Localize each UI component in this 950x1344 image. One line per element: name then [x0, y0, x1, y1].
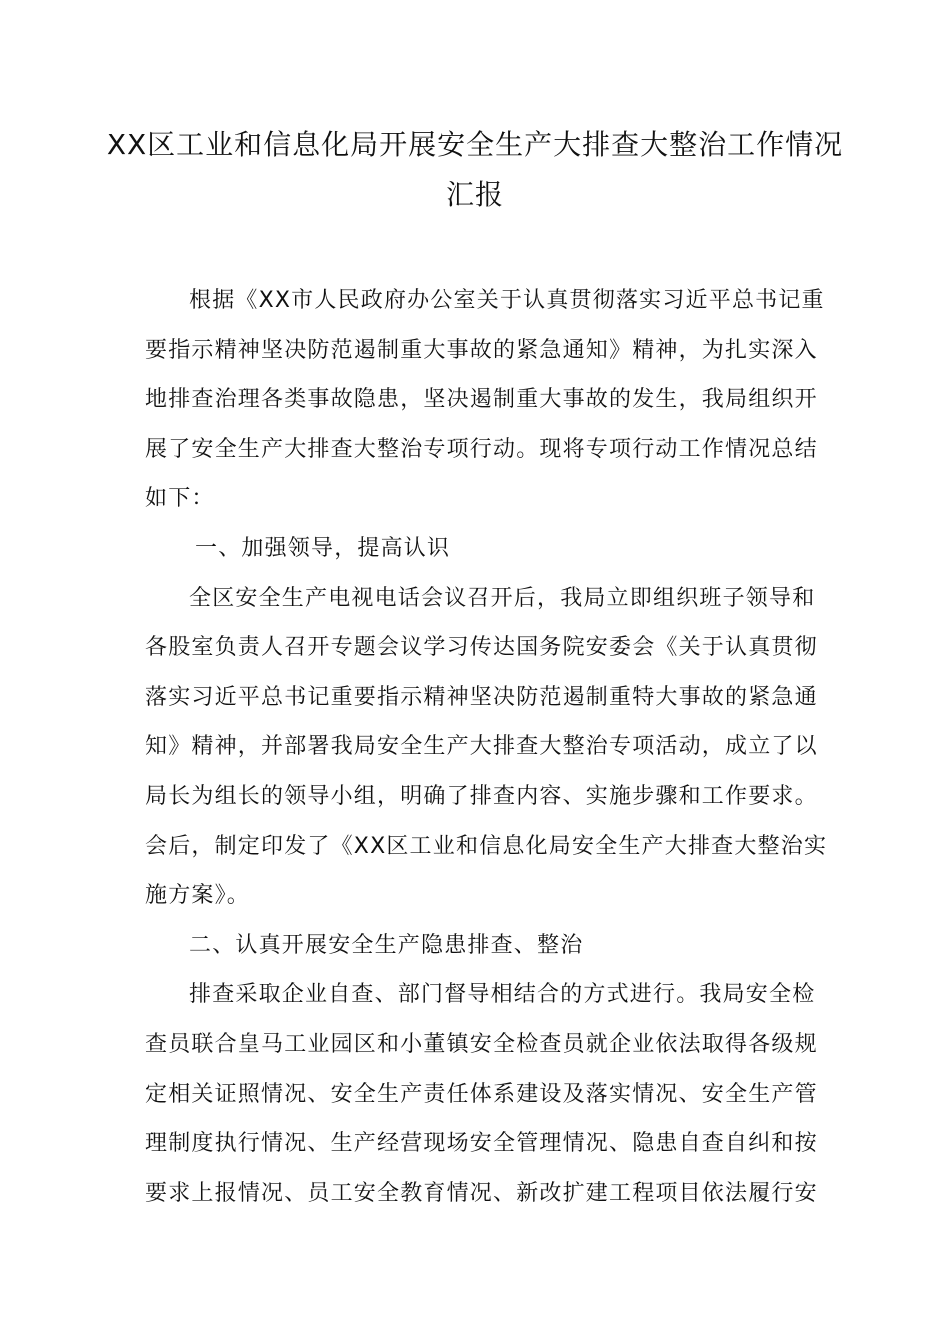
paragraph-line: 要求上报情况、员工安全教育情况、新改扩建工程项目依法履行安 — [145, 1180, 818, 1206]
paragraph-line: 要指示精神坚决防范遏制重大事故的紧急通知》精神，为扎实深入 — [145, 337, 818, 363]
paragraph-line: 根据《XX市人民政府办公室关于认真贯彻落实习近平总书记重 — [189, 288, 825, 313]
section-heading-1: 一、加强领导，提高认识 — [195, 535, 451, 561]
document-body — [145, 276, 828, 1218]
paragraph-line: 局长为组长的领导小组，明确了排查内容、实施步骤和工作要求。 — [145, 783, 818, 809]
paragraph-line: 落实习近平总书记重要指示精神坚决防范遏制重特大事故的紧急通 — [145, 684, 818, 710]
paragraph-line: 施方案》。 — [145, 883, 251, 909]
paragraph-line: 展了安全生产大排查大整治专项行动。现将专项行动工作情况总结 — [145, 436, 818, 462]
paragraph-line: 如下： — [145, 486, 215, 512]
paragraph-line: 排查采取企业自查、部门督导相结合的方式进行。我局安全检 — [189, 982, 816, 1008]
paragraph-line: 理制度执行情况、生产经营现场安全管理情况、隐患自查自纠和按 — [145, 1131, 818, 1157]
paragraph-line: 地排查治理各类事故隐患，坚决遏制重大事故的发生，我局组织开 — [145, 387, 818, 413]
paragraph-line: 查员联合皇马工业园区和小董镇安全检查员就企业依法取得各级规 — [145, 1031, 818, 1057]
paragraph-line: 知》精神，并部署我局安全生产大排查大整治专项活动，成立了以 — [145, 734, 818, 760]
paragraph-line: 各股室负责人召开专题会议学习传达国务院安委会《关于认真贯彻 — [145, 635, 818, 661]
paragraph-line: 全区安全生产电视电话会议召开后，我局立即组织班子领导和 — [189, 585, 816, 611]
document-title-line-1: XX区工业和信息化局开展安全生产大排查大整治工作情况 — [106, 128, 844, 161]
paragraph-line: 会后，制定印发了《XX区工业和信息化局安全生产大排查大整治实 — [145, 833, 828, 859]
document-title-line-2: 汇报 — [445, 178, 504, 211]
paragraph-line: 定相关证照情况、安全生产责任体系建设及落实情况、安全生产管 — [145, 1081, 818, 1107]
section-heading-2: 二、认真开展安全生产隐患排查、整治 — [189, 932, 584, 958]
